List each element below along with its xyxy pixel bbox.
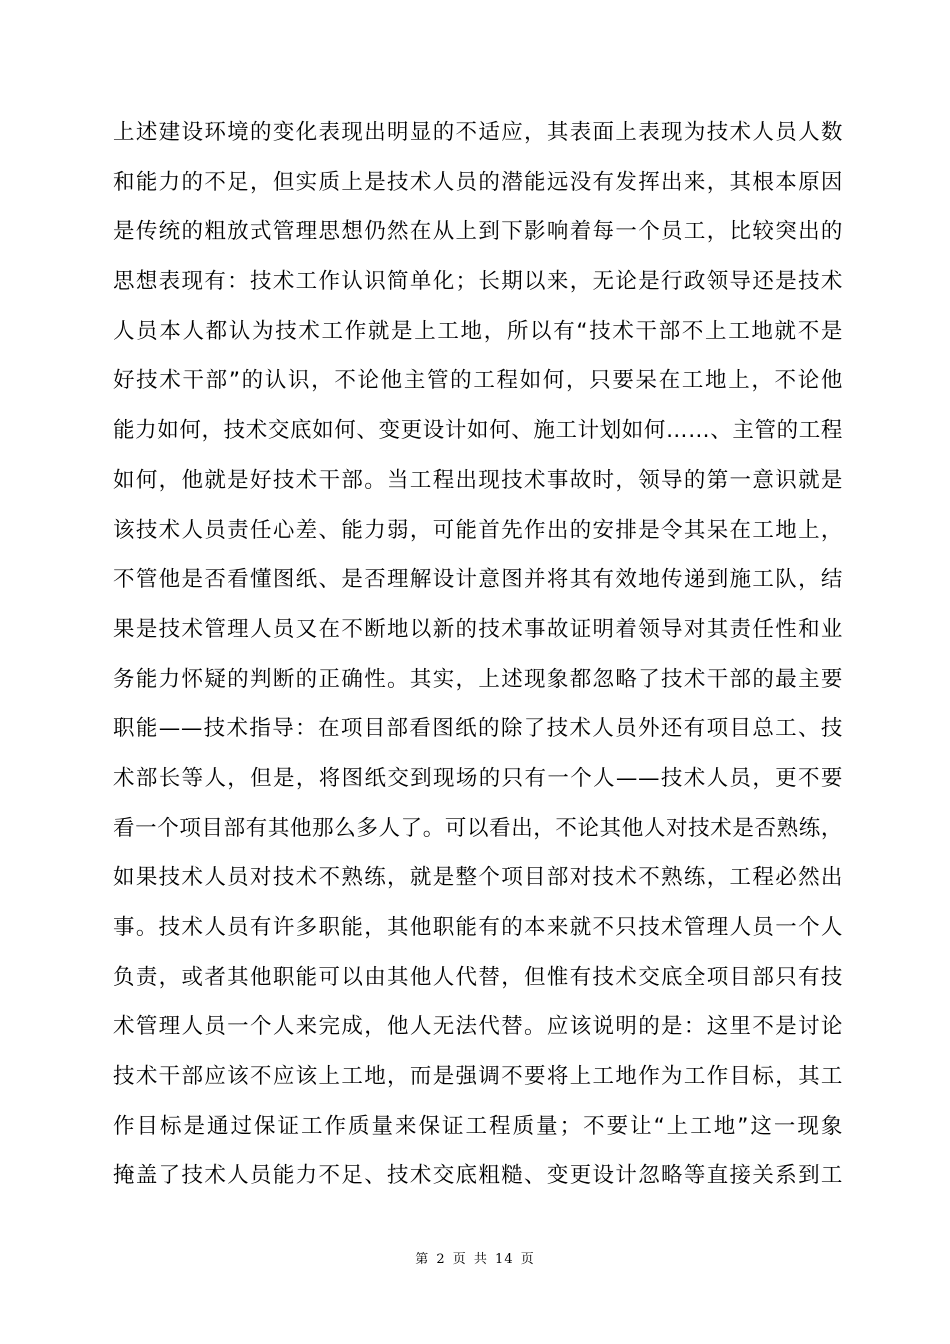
- text-line-19: 术管理人员一个人来完成，他人无法代替。应该说明的是：这里不是讨论: [113, 1014, 843, 1040]
- text-line-21: 作目标是通过保证工作质量来保证工程质量；不要让“上工地”这一现象: [113, 1113, 843, 1139]
- text-line-14: 术部长等人，但是，将图纸交到现场的只有一个人——技术人员，更不要: [113, 765, 843, 791]
- text-line-16: 如果技术人员对技术不熟练，就是整个项目部对技术不熟练，工程必然出: [113, 865, 843, 891]
- text-line-5: 人员本人都认为技术工作就是上工地，所以有“技术干部不上工地就不是: [113, 318, 843, 344]
- text-line-6: 好技术干部”的认识，不论他主管的工程如何，只要呆在工地上，不论他: [113, 368, 843, 394]
- text-line-18: 负责，或者其他职能可以由其他人代替，但惟有技术交底全项目部只有技: [113, 964, 843, 990]
- text-line-7: 能力如何，技术交底如何、变更设计如何、施工计划如何……、主管的工程: [113, 418, 843, 444]
- text-line-4: 思想表现有：技术工作认识简单化；长期以来，无论是行政领导还是技术: [113, 269, 843, 295]
- text-line-2: 和能力的不足，但实质上是技术人员的潜能远没有发挥出来，其根本原因: [113, 169, 843, 195]
- page-number-footer: 第 2 页 共 14 页: [415, 1252, 535, 1267]
- text-line-15: 看一个项目部有其他那么多人了。可以看出，不论其他人对技术是否熟练，: [113, 815, 843, 841]
- text-line-10: 不管他是否看懂图纸、是否理解设计意图并将其有效地传递到施工队，结: [113, 567, 843, 593]
- text-line-11: 果是技术管理人员又在不断地以新的技术事故证明着领导对其责任性和业: [113, 616, 843, 642]
- text-line-20: 技术干部应该不应该上工地，而是强调不要将上工地作为工作目标，其工: [113, 1064, 843, 1090]
- text-line-9: 该技术人员责任心差、能力弱，可能首先作出的安排是令其呆在工地上，: [113, 517, 843, 543]
- text-line-12: 务能力怀疑的判断的正确性。其实，上述现象都忽略了技术干部的最主要: [113, 666, 843, 692]
- text-line-1: 上述建设环境的变化表现出明显的不适应，其表面上表现为技术人员人数: [113, 120, 843, 145]
- text-line-17: 事。技术人员有许多职能，其他职能有的本来就不只技术管理人员一个人: [113, 915, 843, 940]
- text-line-8: 如何，他就是好技术干部。当工程出现技术事故时，领导的第一意识就是: [113, 467, 843, 493]
- text-line-13: 职能——技术指导：在项目部看图纸的除了技术人员外还有项目总工、技: [113, 716, 843, 742]
- body-paragraph: [113, 108, 843, 1201]
- text-line-3: 是传统的粗放式管理思想仍然在从上到下影响着每一个员工，比较突出的: [113, 219, 843, 245]
- text-line-22: 掩盖了技术人员能力不足、技术交底粗糙、变更设计忽略等直接关系到工: [113, 1163, 843, 1189]
